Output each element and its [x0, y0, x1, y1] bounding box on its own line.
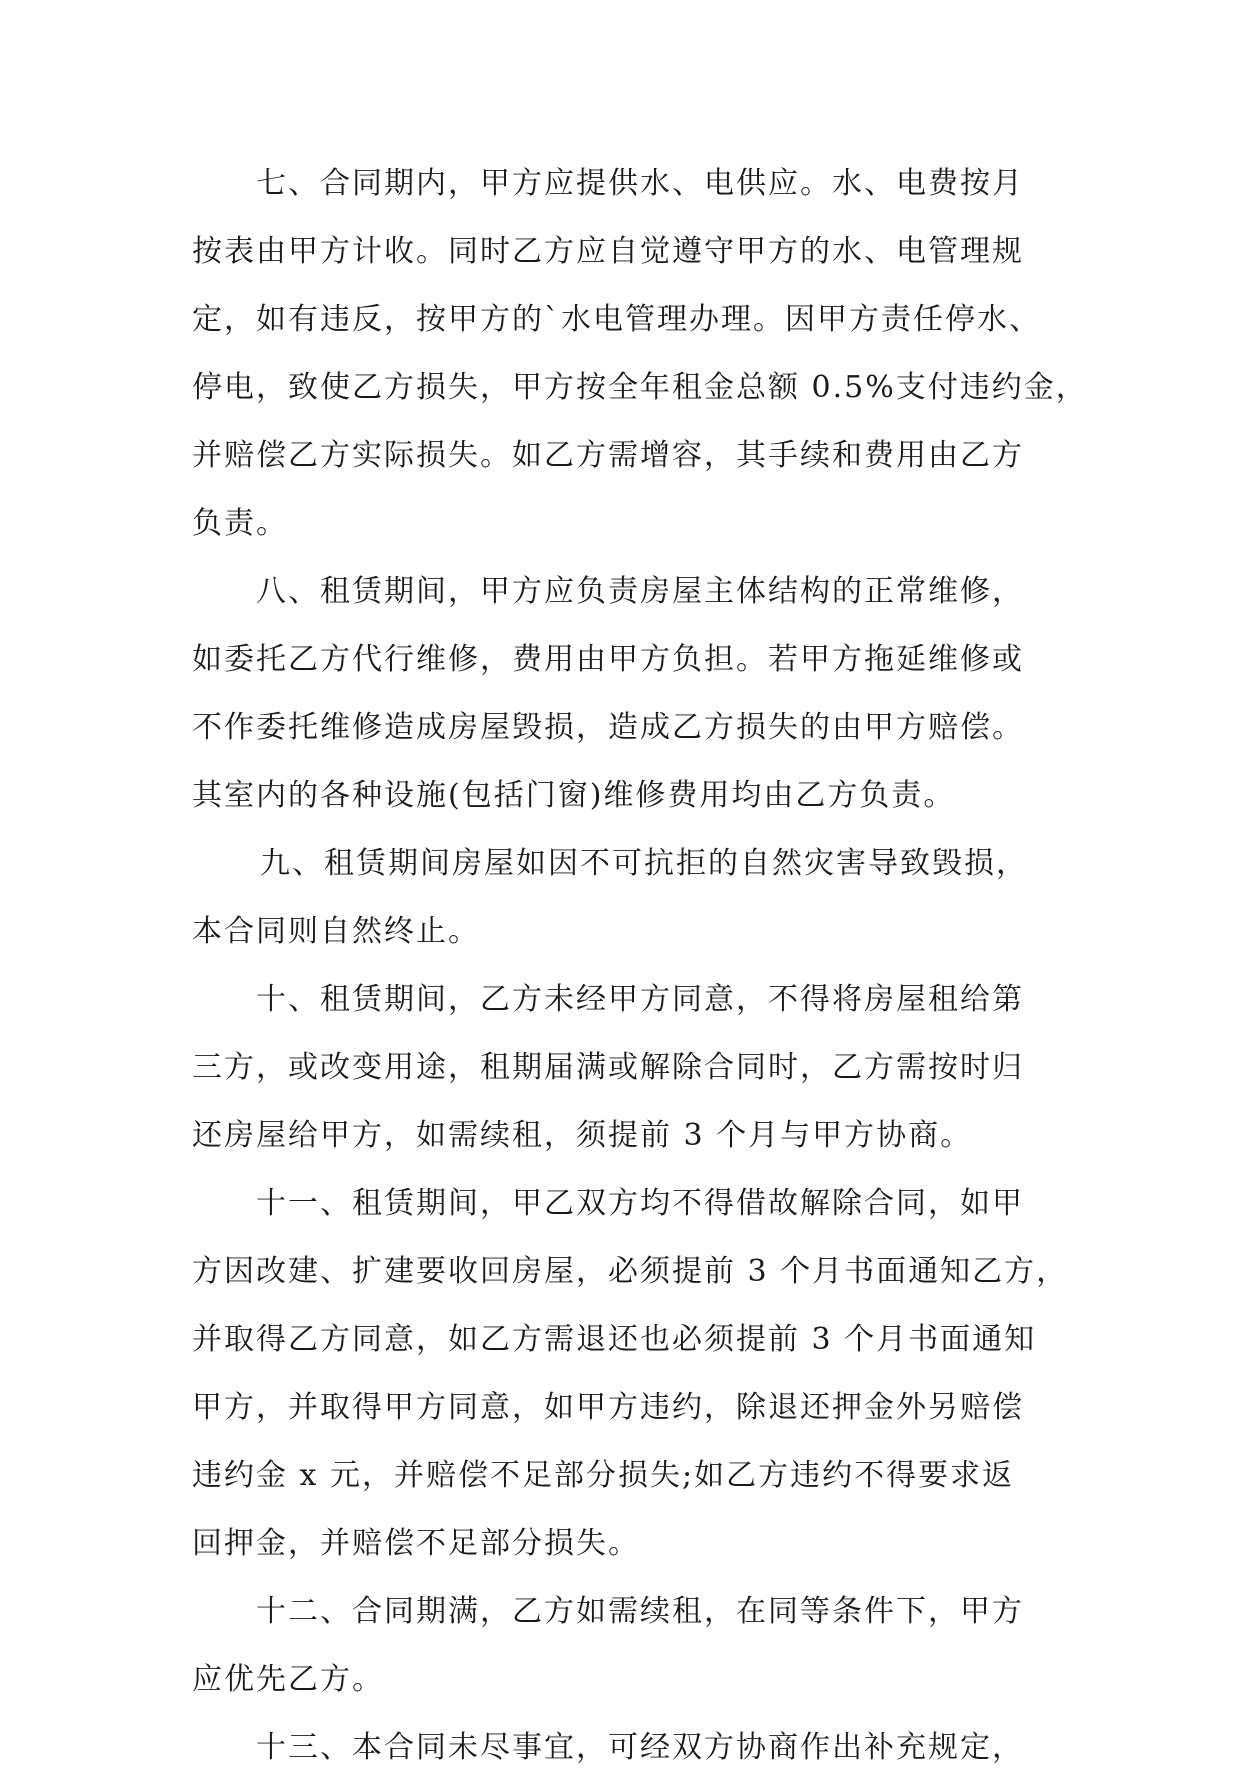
text-line: 违约金 x 元，并赔偿不足部分损失;如乙方违约不得要求返 [192, 1458, 1015, 1493]
text-line: 其室内的各种设施(包括门窗)维修费用均由乙方负责。 [192, 778, 956, 813]
text-line: 应优先乙方。 [192, 1662, 384, 1697]
text-line: 并赔偿乙方实际损失。如乙方需增容，其手续和费用由乙方 [192, 438, 1024, 473]
text-line: 按表由甲方计收。同时乙方应自觉遵守甲方的水、电管理规 [192, 234, 1024, 269]
text-line: 方因改建、扩建要收回房屋，必须提前 3 个月书面通知乙方， [192, 1254, 1069, 1289]
text-line: 如委托乙方代行维修，费用由甲方负担。若甲方拖延维修或 [192, 642, 1024, 677]
text-line: 八、租赁期间，甲方应负责房屋主体结构的正常维修， [256, 574, 1024, 609]
paragraph-clause-7 [192, 150, 1088, 558]
text-line: 十一、租赁期间，甲乙双方均不得借故解除合同，如甲 [256, 1186, 1024, 1221]
text-line: 还房屋给甲方，如需续租，须提前 3 个月与甲方协商。 [192, 1118, 973, 1153]
document-body [192, 150, 1088, 1782]
text-line: 七、合同期内，甲方应提供水、电供应。水、电费按月 [256, 166, 1024, 201]
paragraph-clause-13 [192, 1714, 1072, 1782]
text-line: 不作委托维修造成房屋毁损，造成乙方损失的由甲方赔偿。 [192, 710, 1024, 745]
paragraph-clause-8 [192, 558, 1072, 830]
paragraph-clause-11 [192, 1170, 1072, 1578]
text-line: 甲方，并取得甲方同意，如甲方违约，除退还押金外另赔偿 [192, 1390, 1024, 1425]
text-line: 十、租赁期间，乙方未经甲方同意，不得将房屋租给第 [256, 982, 1024, 1017]
text-line: 负责。 [192, 506, 288, 541]
paragraph-clause-10 [192, 966, 1072, 1170]
text-line: 定，如有违反，按甲方的`水电管理办理。因甲方责任停水、 [192, 302, 1041, 337]
paragraph-clause-9 [192, 830, 1072, 966]
text-line: 三方，或改变用途，租期届满或解除合同时，乙方需按时归 [192, 1050, 1024, 1085]
text-line: 十二、合同期满，乙方如需续租，在同等条件下，甲方 [256, 1594, 1024, 1629]
text-line: 并取得乙方同意，如乙方需退还也必须提前 3 个月书面通知 [192, 1322, 1037, 1357]
text-line: 停电，致使乙方损失，甲方按全年租金总额 0.5%支付违约金， [192, 370, 1088, 405]
text-line: 十三、本合同未尽事宜，可经双方协商作出补充规定， [256, 1730, 1024, 1765]
text-line: 九、租赁期间房屋如因不可抗拒的自然灾害导致毁损， [260, 846, 1028, 881]
paragraph-clause-12 [192, 1578, 1072, 1714]
text-line: 本合同则自然终止。 [192, 914, 480, 949]
text-line: 回押金，并赔偿不足部分损失。 [192, 1526, 640, 1561]
